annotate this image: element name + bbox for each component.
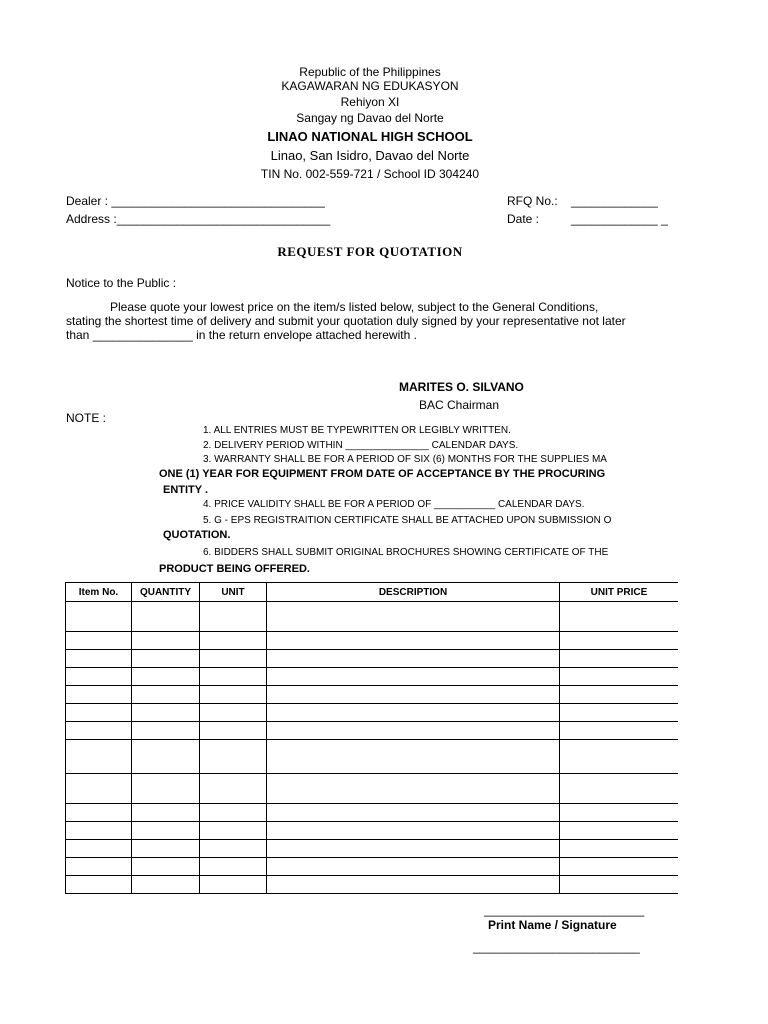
note-item-2: 2. DELIVERY PERIOD WITHIN _______________ CALENDAR DAYS.: [203, 440, 519, 451]
table-cell[interactable]: [200, 840, 267, 858]
table-cell[interactable]: [200, 632, 267, 650]
table-cell[interactable]: [66, 686, 132, 704]
table-row: [66, 858, 679, 876]
table-cell[interactable]: [560, 632, 679, 650]
notice-label: Notice to the Public :: [66, 276, 177, 290]
table-cell[interactable]: [66, 632, 132, 650]
table-row: [66, 774, 679, 804]
table-header-row: [66, 583, 679, 602]
table-cell[interactable]: [132, 722, 200, 740]
table-row: [66, 876, 679, 894]
table-row: [66, 686, 679, 704]
table-cell[interactable]: [560, 602, 679, 632]
table-cell[interactable]: [267, 740, 560, 774]
note-item-6-cont: PRODUCT BEING OFFERED.: [159, 563, 310, 575]
table-cell[interactable]: [267, 632, 560, 650]
note-item-5-cont: QUOTATION.: [163, 529, 231, 541]
table-cell[interactable]: [66, 876, 132, 894]
table-cell[interactable]: [132, 822, 200, 840]
table-cell[interactable]: [560, 774, 679, 804]
signature-line-2: _________________________: [473, 940, 640, 954]
table-cell[interactable]: [200, 804, 267, 822]
date-label: Date :: [507, 212, 540, 226]
table-cell[interactable]: [560, 840, 679, 858]
chairman-name: MARITES O. SILVANO: [399, 380, 524, 394]
note-item-6: 6. BIDDERS SHALL SUBMIT ORIGINAL BROCHURES SHOWING CERTIFICATE OF THE: [203, 547, 609, 558]
table-cell[interactable]: [560, 822, 679, 840]
table-cell[interactable]: [132, 840, 200, 858]
table-cell[interactable]: [200, 704, 267, 722]
table-cell[interactable]: [132, 632, 200, 650]
note-item-3-cont-1: ONE (1) YEAR FOR EQUIPMENT FROM DATE OF ACCEPTANCE BY THE PROCURING: [159, 468, 606, 480]
table-cell[interactable]: [200, 668, 267, 686]
note-item-5: 5. G - EPS REGISTRAITION CERTIFICATE SHALL BE ATTACHED UPON SUBMISSION O: [203, 515, 612, 526]
division-line: Sangay ng Davao del Norte: [296, 111, 444, 125]
table-cell[interactable]: [267, 822, 560, 840]
table-row: [66, 650, 679, 668]
table-row: [66, 804, 679, 822]
table-cell[interactable]: [267, 602, 560, 632]
table-cell[interactable]: [267, 722, 560, 740]
table-cell[interactable]: [200, 686, 267, 704]
table-cell[interactable]: [132, 602, 200, 632]
table-cell[interactable]: [267, 704, 560, 722]
table-cell[interactable]: [200, 876, 267, 894]
table-cell[interactable]: [560, 876, 679, 894]
header-unit-price: UNIT PRICE: [560, 583, 679, 602]
dealer-field: Dealer : ________________________________: [66, 194, 325, 208]
table-cell[interactable]: [66, 804, 132, 822]
table-cell[interactable]: [132, 740, 200, 774]
table-cell[interactable]: [560, 686, 679, 704]
table-cell[interactable]: [560, 858, 679, 876]
department-line: KAGAWARAN NG EDUKASYON: [281, 79, 459, 93]
table-cell[interactable]: [560, 804, 679, 822]
quotation-table: [65, 582, 679, 894]
table-cell[interactable]: [66, 650, 132, 668]
tin-line: TIN No. 002-559-721 / School ID 304240: [260, 167, 480, 181]
note-item-1: 1. ALL ENTRIES MUST BE TYPEWRITTEN OR LEGIBLY WRITTEN.: [203, 425, 511, 436]
table-row: [66, 822, 679, 840]
table-body: [66, 602, 679, 894]
rfq-label: RFQ No.:: [507, 194, 558, 208]
table-cell[interactable]: [267, 686, 560, 704]
table-row: [66, 722, 679, 740]
note-item-4: 4. PRICE VALIDITY SHALL BE FOR A PERIOD OF ___________ CALENDAR DAYS.: [203, 499, 585, 510]
table-cell[interactable]: [267, 774, 560, 804]
table-cell[interactable]: [267, 840, 560, 858]
table-cell[interactable]: [560, 740, 679, 774]
notice-paragraph: [66, 300, 678, 342]
school-address: Linao, San Isidro, Davao del Norte: [270, 148, 470, 163]
table-cell[interactable]: [560, 668, 679, 686]
table-cell[interactable]: [132, 668, 200, 686]
chairman-title: BAC Chairman: [419, 398, 500, 412]
header-quantity: QUANTITY: [132, 583, 200, 602]
table-row: [66, 740, 679, 774]
table-cell[interactable]: [132, 858, 200, 876]
notice-line-2: stating the shortest time of delivery and submit your quotation duly signed by your representative not later: [66, 314, 626, 328]
notice-line-1: Please quote your lowest price on the item/s listed below, subject to the General Conditions,: [110, 300, 599, 314]
table-cell[interactable]: [200, 602, 267, 632]
table-cell[interactable]: [66, 840, 132, 858]
table-cell[interactable]: [66, 704, 132, 722]
date-blank: _____________ _: [571, 212, 668, 226]
table-row: [66, 840, 679, 858]
table-cell[interactable]: [132, 650, 200, 668]
document-title: REQUEST FOR QUOTATION: [277, 244, 463, 259]
table-cell[interactable]: [267, 668, 560, 686]
table-cell[interactable]: [267, 650, 560, 668]
table-cell[interactable]: [132, 686, 200, 704]
signature-line: ________________________: [484, 903, 645, 917]
notice-line-3: than _______________ in the return envelope attached herewith .: [66, 328, 417, 342]
table-cell[interactable]: [66, 740, 132, 774]
table-row: [66, 668, 679, 686]
table-cell[interactable]: [66, 774, 132, 804]
republic-line: Republic of the Philippines: [299, 65, 441, 79]
signature-label: Print Name / Signature: [488, 918, 617, 932]
table-cell[interactable]: [132, 876, 200, 894]
note-label: NOTE :: [66, 411, 107, 425]
header-unit: UNIT: [200, 583, 267, 602]
table-cell[interactable]: [132, 704, 200, 722]
table-cell[interactable]: [200, 774, 267, 804]
table-cell[interactable]: [66, 822, 132, 840]
note-item-3: 3. WARRANTY SHALL BE FOR A PERIOD OF SIX (6) MONTHS FOR THE SUPPLIES MA: [203, 454, 607, 465]
table-cell[interactable]: [66, 858, 132, 876]
table-cell[interactable]: [200, 858, 267, 876]
table-cell[interactable]: [560, 722, 679, 740]
table-cell[interactable]: [132, 804, 200, 822]
table-row: [66, 632, 679, 650]
table-row: [66, 704, 679, 722]
header-description: DESCRIPTION: [267, 583, 560, 602]
table-cell[interactable]: [560, 650, 679, 668]
region-line: Rehiyon XI: [340, 95, 400, 109]
table-cell[interactable]: [267, 858, 560, 876]
school-name: LINAO NATIONAL HIGH SCHOOL: [267, 129, 473, 144]
table-cell[interactable]: [66, 722, 132, 740]
table-cell[interactable]: [267, 804, 560, 822]
note-item-3-cont-2: ENTITY .: [163, 484, 209, 496]
table-cell[interactable]: [267, 876, 560, 894]
table-cell[interactable]: [200, 650, 267, 668]
table-cell[interactable]: [66, 602, 132, 632]
table-cell[interactable]: [200, 740, 267, 774]
table-cell[interactable]: [200, 722, 267, 740]
table-cell[interactable]: [66, 668, 132, 686]
address-field: Address :________________________________: [66, 212, 331, 226]
table-cell[interactable]: [132, 774, 200, 804]
table-row: [66, 602, 679, 632]
rfq-blank: _____________: [571, 194, 658, 208]
right-edge-mask: [678, 0, 768, 1024]
header-item-no: Item No.: [66, 583, 132, 602]
table-cell[interactable]: [560, 704, 679, 722]
table-cell[interactable]: [200, 822, 267, 840]
